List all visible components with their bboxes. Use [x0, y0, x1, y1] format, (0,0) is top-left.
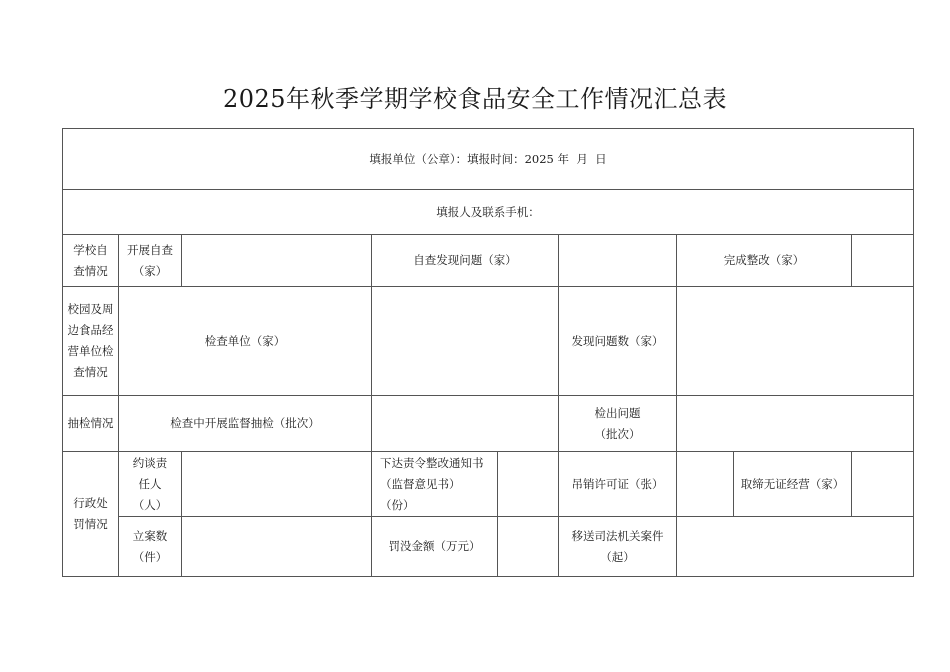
revoke-license-value[interactable]	[677, 452, 734, 517]
self-check-problems-value[interactable]	[559, 235, 677, 287]
self-check-rectified-label: 完成整改（家）	[677, 235, 852, 287]
reporting-unit-label: 填报单位（公章）：填报时间：2025 年 月 日	[369, 151, 607, 166]
fines-label: 罚没金额（万元）	[372, 517, 498, 577]
table-row	[63, 190, 914, 235]
inspected-units-label: 检查单位（家）	[119, 287, 372, 396]
problems-detected-value[interactable]	[677, 396, 914, 452]
problems-count-value[interactable]	[677, 287, 914, 396]
cases-filed-value[interactable]	[182, 517, 372, 577]
table-row	[63, 452, 914, 517]
table-row	[63, 517, 914, 577]
interview-value[interactable]	[182, 452, 372, 517]
rectify-notice-value[interactable]	[498, 452, 559, 517]
judicial-transfer-label: 移送司法机关案件 （起）	[559, 517, 677, 577]
table-row	[63, 235, 914, 287]
ban-unlicensed-value[interactable]	[852, 452, 914, 517]
self-check-carried-out-label: 开展自查 （家）	[119, 235, 182, 287]
judicial-transfer-value[interactable]	[677, 517, 914, 577]
supervised-sampling-value[interactable]	[372, 396, 559, 452]
page-title: 2025年秋季学期学校食品安全工作情况汇总表	[222, 85, 728, 113]
self-check-problems-label: 自查发现问题（家）	[372, 235, 559, 287]
ban-unlicensed-label: 取缔无证经营（家）	[734, 452, 852, 517]
rectify-notice-label: 下达责令整改通知书 （监督意见书） （份）	[372, 452, 498, 517]
self-check-carried-out-value[interactable]	[182, 235, 372, 287]
supervised-sampling-label: 检查中开展监督抽检（批次）	[119, 396, 372, 452]
sampling-section-label: 抽检情况	[63, 396, 119, 452]
revoke-license-label: 吊销许可证（张）	[559, 452, 677, 517]
table-row	[63, 287, 914, 396]
problems-detected-label: 检出问题 （批次）	[559, 396, 677, 452]
campus-check-section-label: 校园及周 边食品经 营单位检 查情况	[63, 287, 119, 396]
reporting-unit-cell[interactable]	[63, 129, 914, 190]
fines-value[interactable]	[498, 517, 559, 577]
contact-label: 填报人及联系手机：	[436, 204, 540, 219]
table-row	[63, 129, 914, 190]
table-row	[63, 396, 914, 452]
self-check-section-label: 学校自 查情况	[63, 235, 119, 287]
inspected-units-value[interactable]	[372, 287, 559, 396]
cases-filed-label: 立案数 （件）	[119, 517, 182, 577]
penalty-section-label: 行政处 罚情况	[63, 452, 119, 577]
self-check-rectified-value[interactable]	[852, 235, 914, 287]
summary-form-table	[62, 128, 914, 577]
problems-count-label: 发现问题数（家）	[559, 287, 677, 396]
interview-label: 约谈责 任人 （人）	[119, 452, 182, 517]
contact-cell[interactable]	[63, 190, 914, 235]
